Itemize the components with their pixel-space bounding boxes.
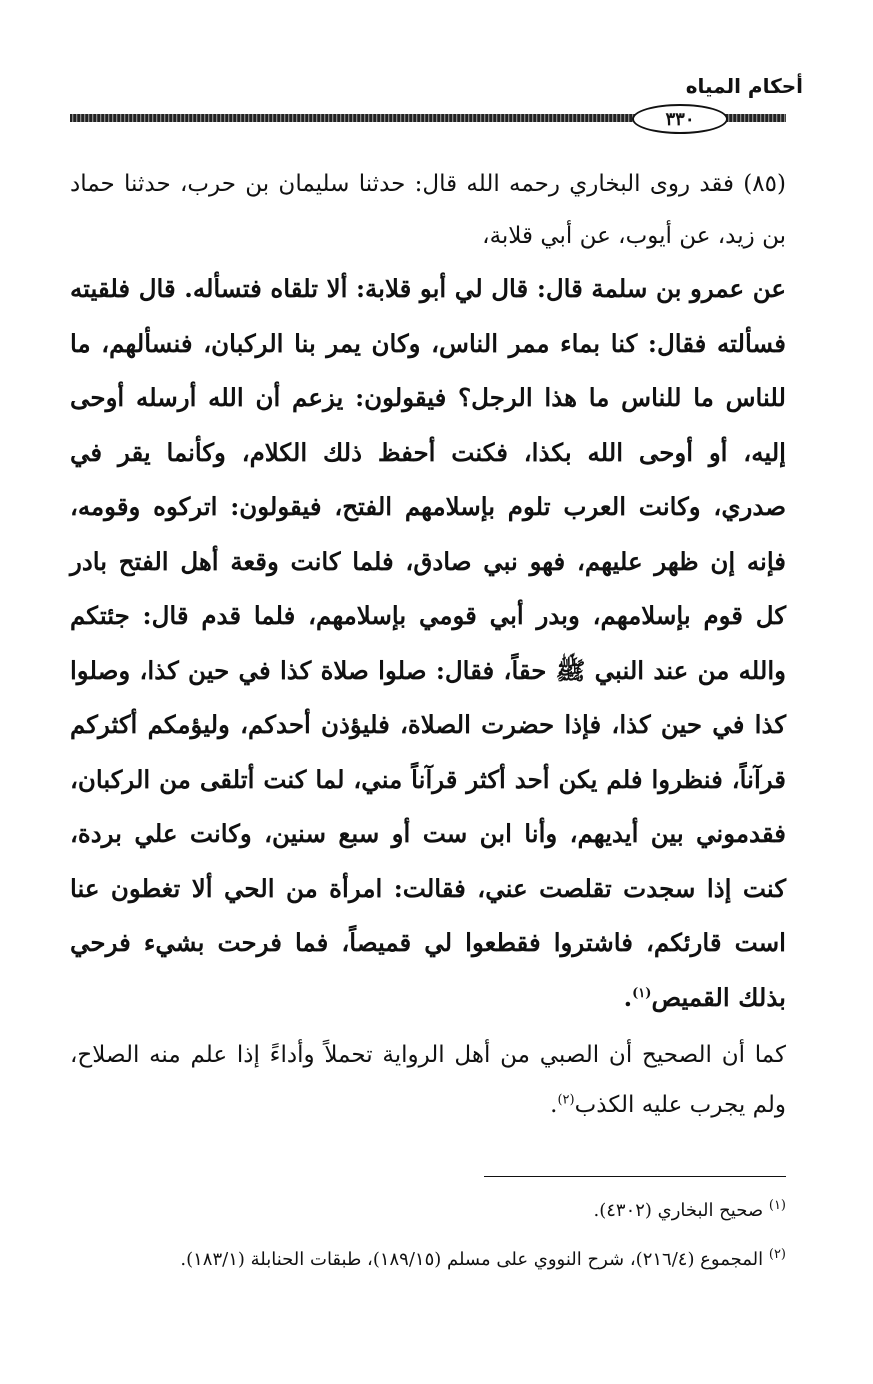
page-number: ٣٣٠ xyxy=(665,108,695,130)
hadith-body: عن عمرو بن سلمة قال: قال لي أبو قلابة: ألا تلقاه فتسأله. قال فلقيته فسألته فقال: كنا بماء ممر الناس، وكان يمر بنا الركبان، فنسألهم، ما للناس ما للناس ما هذا الرجل؟ فيقولون: يزعم أن الله أرسله أوحى إليه، أو أوحى الله بكذا، فكنت أحفظ ذلك الكلام، وكأنما يقر في صدري، وكانت العرب تلوم بإسلامهم الفتح، فيقولون: اتركوه وقومه، فإنه إن ظهر عليهم، فهو نبي صادق، فلما كانت وقعة أهل الفتح بادر كل قوم بإسلامهم، وبدر أبي قومي بإسلامهم، فلما قدم قال: جئتكم والله من عند النبي ﷺ حقاً، فقال: صلوا صلاة كذا في حين كذا، وصلوا كذا في حين كذا، فإذا حضرت الصلاة، فليؤذن أحدكم، وليؤمكم أكثركم قرآناً، فنظروا فلم يكن أحد أكثر قرآناً مني، لما كنت أتلقى من الركبان، فقدموني بين أيديهم، وأنا ابن ست أو سبع سنين، وكانت علي بردة، كنت إذا سجدت تقلصت عني، فقالت: امرأة من الحي ألا تغطون عنا است قارئكم، فاشتروا فقطعوا لي قميصاً، فما فرحت بشيء فرحي بذلك القميص xyxy=(70,274,786,1012)
hadith-paragraph xyxy=(70,262,786,1025)
running-title: أحكام المياه xyxy=(685,74,803,98)
hadith-end: . xyxy=(623,982,633,1012)
conclusion-end: . xyxy=(550,1092,558,1118)
footnote-text: صحيح البخاري (٤٣٠٢). xyxy=(593,1200,769,1221)
footnote-text: المجموع (٢١٦/٤)، شرح النووي على مسلم (١٨٩/١٥)، طبقات الحنابلة (١٨٣/١). xyxy=(180,1249,769,1270)
conclusion-paragraph xyxy=(70,1030,786,1130)
footnote-ref-1: (١) xyxy=(632,985,652,1001)
page-number-badge xyxy=(632,104,728,134)
conclusion-text xyxy=(70,1030,786,1130)
intro-text: (٨٥) فقد روى البخاري رحمه الله قال: حدثنا سليمان بن حرب، حدثنا حماد بن زيد، عن أيوب، عن أبي قلابة، xyxy=(70,171,786,249)
footnotes xyxy=(70,1186,786,1284)
footnote-separator xyxy=(484,1176,786,1177)
conclusion-body: كما أن الصحيح أن الصبي من أهل الرواية تحملاً وأداءً إذا علم منه الصلاح، ولم يجرب عليه الكذب xyxy=(70,1042,786,1118)
footnote-ref-2: (٢) xyxy=(557,1092,575,1108)
footnote-item xyxy=(70,1235,786,1284)
hadith-text xyxy=(70,262,786,1025)
footnote-mark: (١) xyxy=(768,1198,786,1213)
footnote-item xyxy=(70,1186,786,1235)
intro-paragraph xyxy=(70,158,786,262)
footnote-mark: (٢) xyxy=(768,1247,786,1262)
